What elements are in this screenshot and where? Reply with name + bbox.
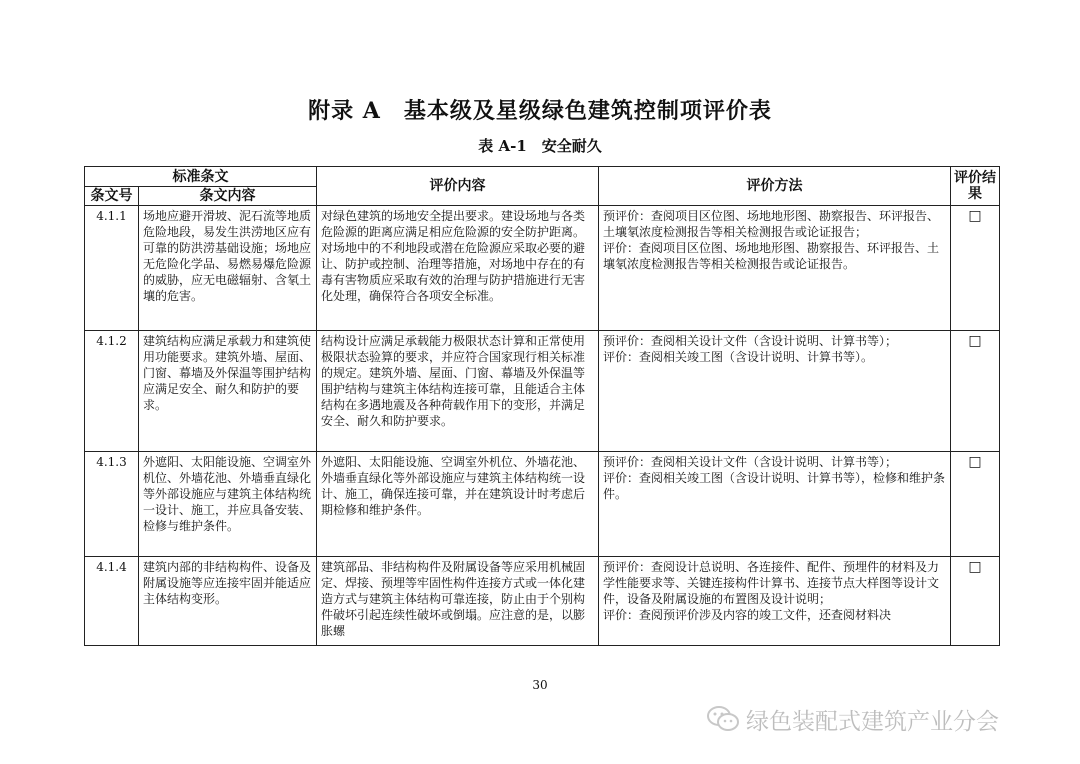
- clause-number: 4.1.1: [85, 206, 139, 331]
- clause-text: 场地应避开滑坡、泥石流等地质危险地段，易发生洪涝地区应有可靠的防洪涝基础设施；场地应无危险化学品、易燃易爆危险源的威胁，应无电磁辐射、含氡土壤的危害。: [139, 206, 317, 331]
- page-title: 附录 A 基本级及星级绿色建筑控制项评价表: [308, 98, 772, 124]
- wechat-icon: [706, 705, 740, 733]
- clause-text: 建筑结构应满足承载力和建筑使用功能要求。建筑外墙、屋面、门窗、幕墙及外保温等围护结构应满足安全、耐久和防护的要求。: [139, 331, 317, 452]
- eval-content: 外遮阳、太阳能设施、空调室外机位、外墙花池、外墙垂直绿化等外部设施应与建筑主体结构统一设计、施工，确保连接可靠，并在建筑设计时考虑后期检修和维护条件。: [317, 452, 599, 557]
- eval-method: 预评价：查阅相关设计文件（含设计说明、计算书等）； 评价：查阅相关竣工图（含设计说明、计算书等），检修和维护条件。: [599, 452, 951, 557]
- header-eval-result: 评价结果: [951, 167, 1000, 206]
- page-number: 30: [532, 678, 548, 692]
- clause-text: 建筑内部的非结构构件、设备及附属设施等应连接牢固并能适应主体结构变形。: [139, 557, 317, 646]
- table-caption: 表 A-1 安全耐久: [478, 137, 602, 155]
- header-clause-no: 条文号: [85, 187, 139, 206]
- watermark-text: 绿色装配式建筑产业分会: [746, 708, 999, 735]
- result-checkbox[interactable]: □: [951, 331, 1000, 452]
- evaluation-table: [84, 166, 1000, 646]
- eval-method: 预评价：查阅项目区位图、场地地形图、勘察报告、环评报告、土壤氡浓度检测报告等相关检测报告或论证报告； 评价：查阅项目区位图、场地地形图、勘察报告、环评报告、土壤氡浓度检测报告等相关检测报告或论证报告。: [599, 206, 951, 331]
- clause-text: 外遮阳、太阳能设施、空调室外机位、外墙花池、外墙垂直绿化等外部设施应与建筑主体结构统一设计、施工，并应具备安装、检修与维护条件。: [139, 452, 317, 557]
- header-clause-content: 条文内容: [139, 187, 317, 206]
- table-row: [85, 557, 1000, 646]
- eval-method: 预评价：查阅相关设计文件（含设计说明、计算书等）； 评价：查阅相关竣工图（含设计说明、计算书等）。: [599, 331, 951, 452]
- result-checkbox[interactable]: □: [951, 206, 1000, 331]
- eval-content: 对绿色建筑的场地安全提出要求。建设场地与各类危险源的距离应满足相应危险源的安全防护距离。对场地中的不利地段或潜在危险源应采取必要的避让、防护或控制、治理等措施，对场地中存在的有毒有害物质应采取有效的治理与防护措施进行无害化处理，确保符合各项安全标准。: [317, 206, 599, 331]
- header-standard: 标准条文: [85, 167, 317, 187]
- clause-number: 4.1.4: [85, 557, 139, 646]
- clause-number: 4.1.3: [85, 452, 139, 557]
- result-checkbox[interactable]: □: [951, 452, 1000, 557]
- eval-content: 结构设计应满足承载能力极限状态计算和正常使用极限状态验算的要求，并应符合国家现行相关标准的规定。建筑外墙、屋面、门窗、幕墙及外保温等围护结构与建筑主体结构连接可靠，且能适合主体结构在多遇地震及各种荷载作用下的变形，并满足安全、耐久和防护要求。: [317, 331, 599, 452]
- header-eval-content: 评价内容: [317, 167, 599, 206]
- table-row: [85, 452, 1000, 557]
- table-row: [85, 206, 1000, 331]
- result-checkbox[interactable]: □: [951, 557, 1000, 646]
- table-row: [85, 331, 1000, 452]
- clause-number: 4.1.2: [85, 331, 139, 452]
- watermark: [706, 704, 999, 734]
- header-eval-method: 评价方法: [599, 167, 951, 206]
- eval-method: 预评价：查阅设计总说明、各连接件、配件、预埋件的材料及力学性能要求等、关键连接构件计算书、连接节点大样图等设计文件，设备及附属设施的布置图及设计说明； 评价：查阅预评价涉及内容的竣工文件，还查阅材料决: [599, 557, 951, 646]
- eval-content: 建筑部品、非结构构件及附属设备等应采用机械固定、焊接、预埋等牢固性构件连接方式或一体化建造方式与建筑主体结构可靠连接，防止由于个别构件破坏引起连续性破坏或倒塌。应注意的是，以膨胀螺: [317, 557, 599, 646]
